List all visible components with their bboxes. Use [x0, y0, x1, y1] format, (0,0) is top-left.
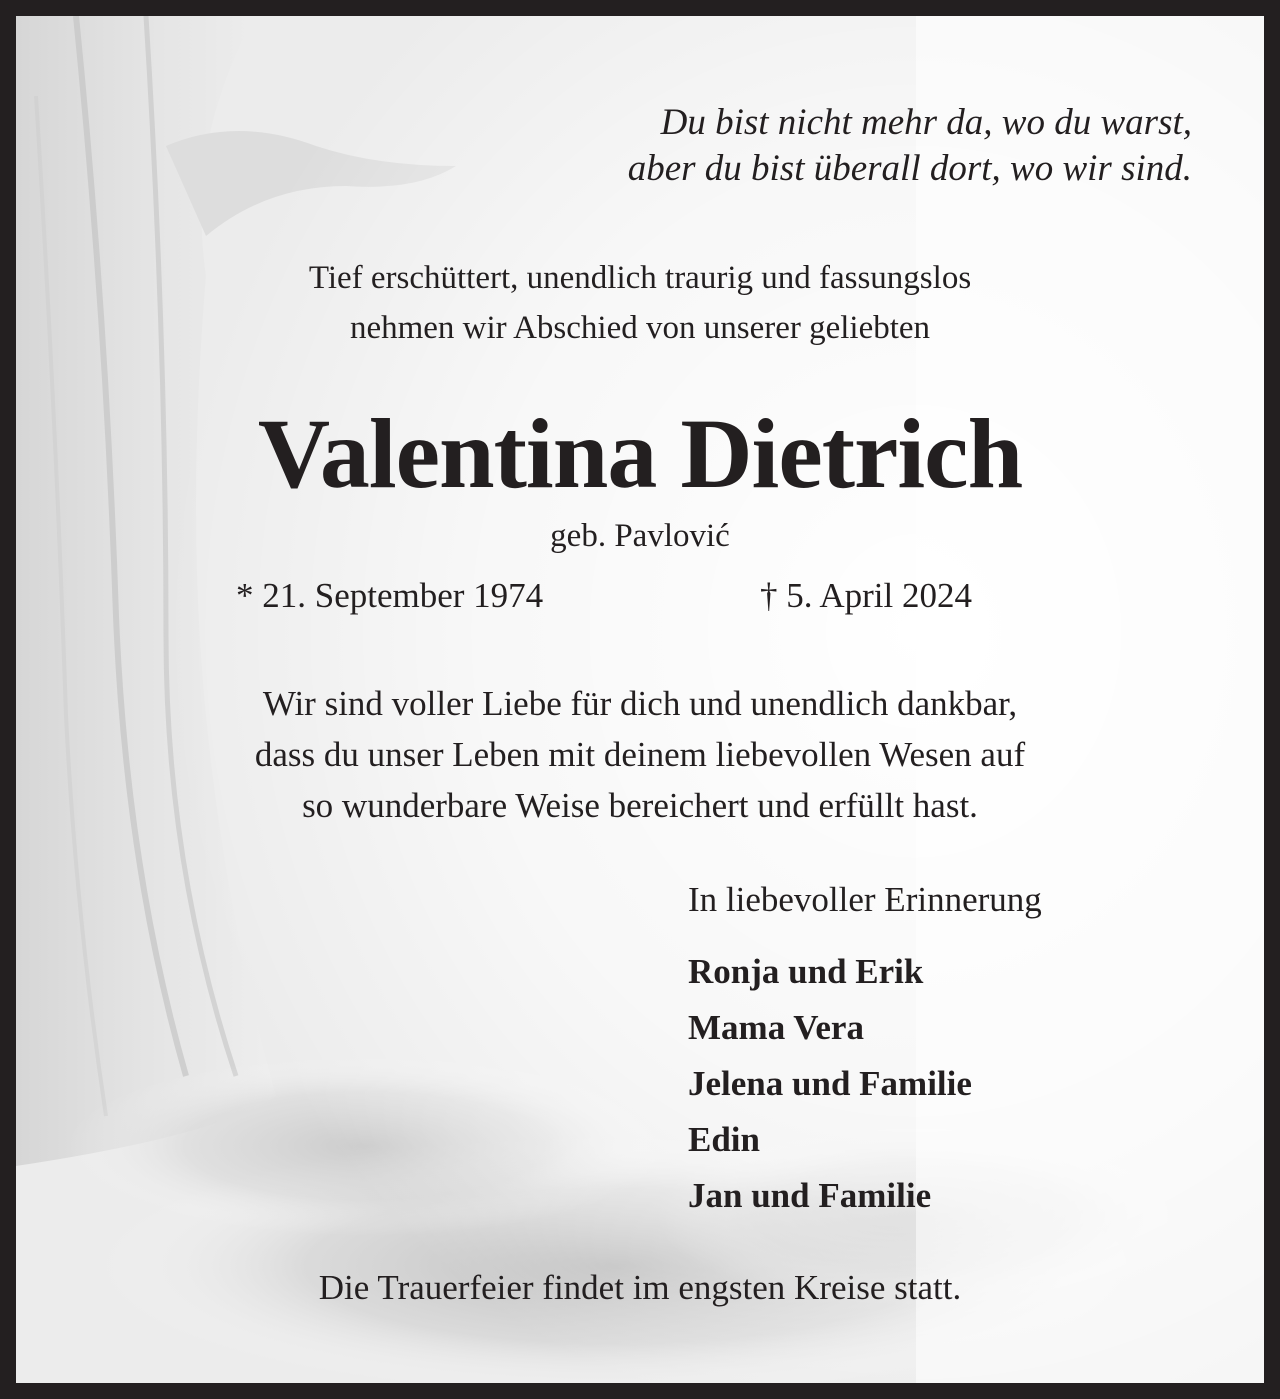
- mourner: Edin: [688, 1120, 760, 1159]
- intro-text: [16, 253, 1264, 353]
- birth-date: * 21. September 1974: [236, 576, 544, 615]
- mourner: Ronja und Erik: [688, 952, 924, 991]
- memorial-quote: [16, 100, 1192, 192]
- intro-line: Tief erschüttert, unendlich traurig und fassungslos: [308, 260, 972, 296]
- intro-line: nehmen wir Abschied von unserer geliebten: [349, 310, 931, 346]
- tribute-line: Wir sind voller Liebe für dich und unendlich dankbar,: [262, 684, 1018, 723]
- tribute-text: [16, 678, 1264, 831]
- tribute-line: dass du unser Leben mit deinem liebevollen Wesen auf: [254, 735, 1026, 774]
- obituary-card: [16, 16, 1264, 1383]
- memory-label: In liebevoller Erinnerung: [688, 880, 1042, 919]
- maiden-name: geb. Pavlović: [550, 518, 730, 554]
- tribute-line: so wunderbare Weise bereichert und erfüllt hast.: [302, 786, 978, 825]
- quote-line: aber du bist überall dort, wo wir sind.: [627, 148, 1192, 189]
- mourner: Jan und Familie: [688, 1176, 932, 1215]
- mourner: Mama Vera: [688, 1008, 864, 1047]
- mourners-list: [688, 944, 972, 1224]
- funeral-note: Die Trauerfeier findet im engsten Kreise statt.: [318, 1268, 962, 1307]
- mourner: Jelena und Familie: [688, 1064, 972, 1103]
- deceased-name: Valentina Dietrich: [257, 398, 1023, 509]
- quote-line: Du bist nicht mehr da, wo du warst,: [660, 102, 1192, 143]
- death-date: † 5. April 2024: [760, 576, 972, 615]
